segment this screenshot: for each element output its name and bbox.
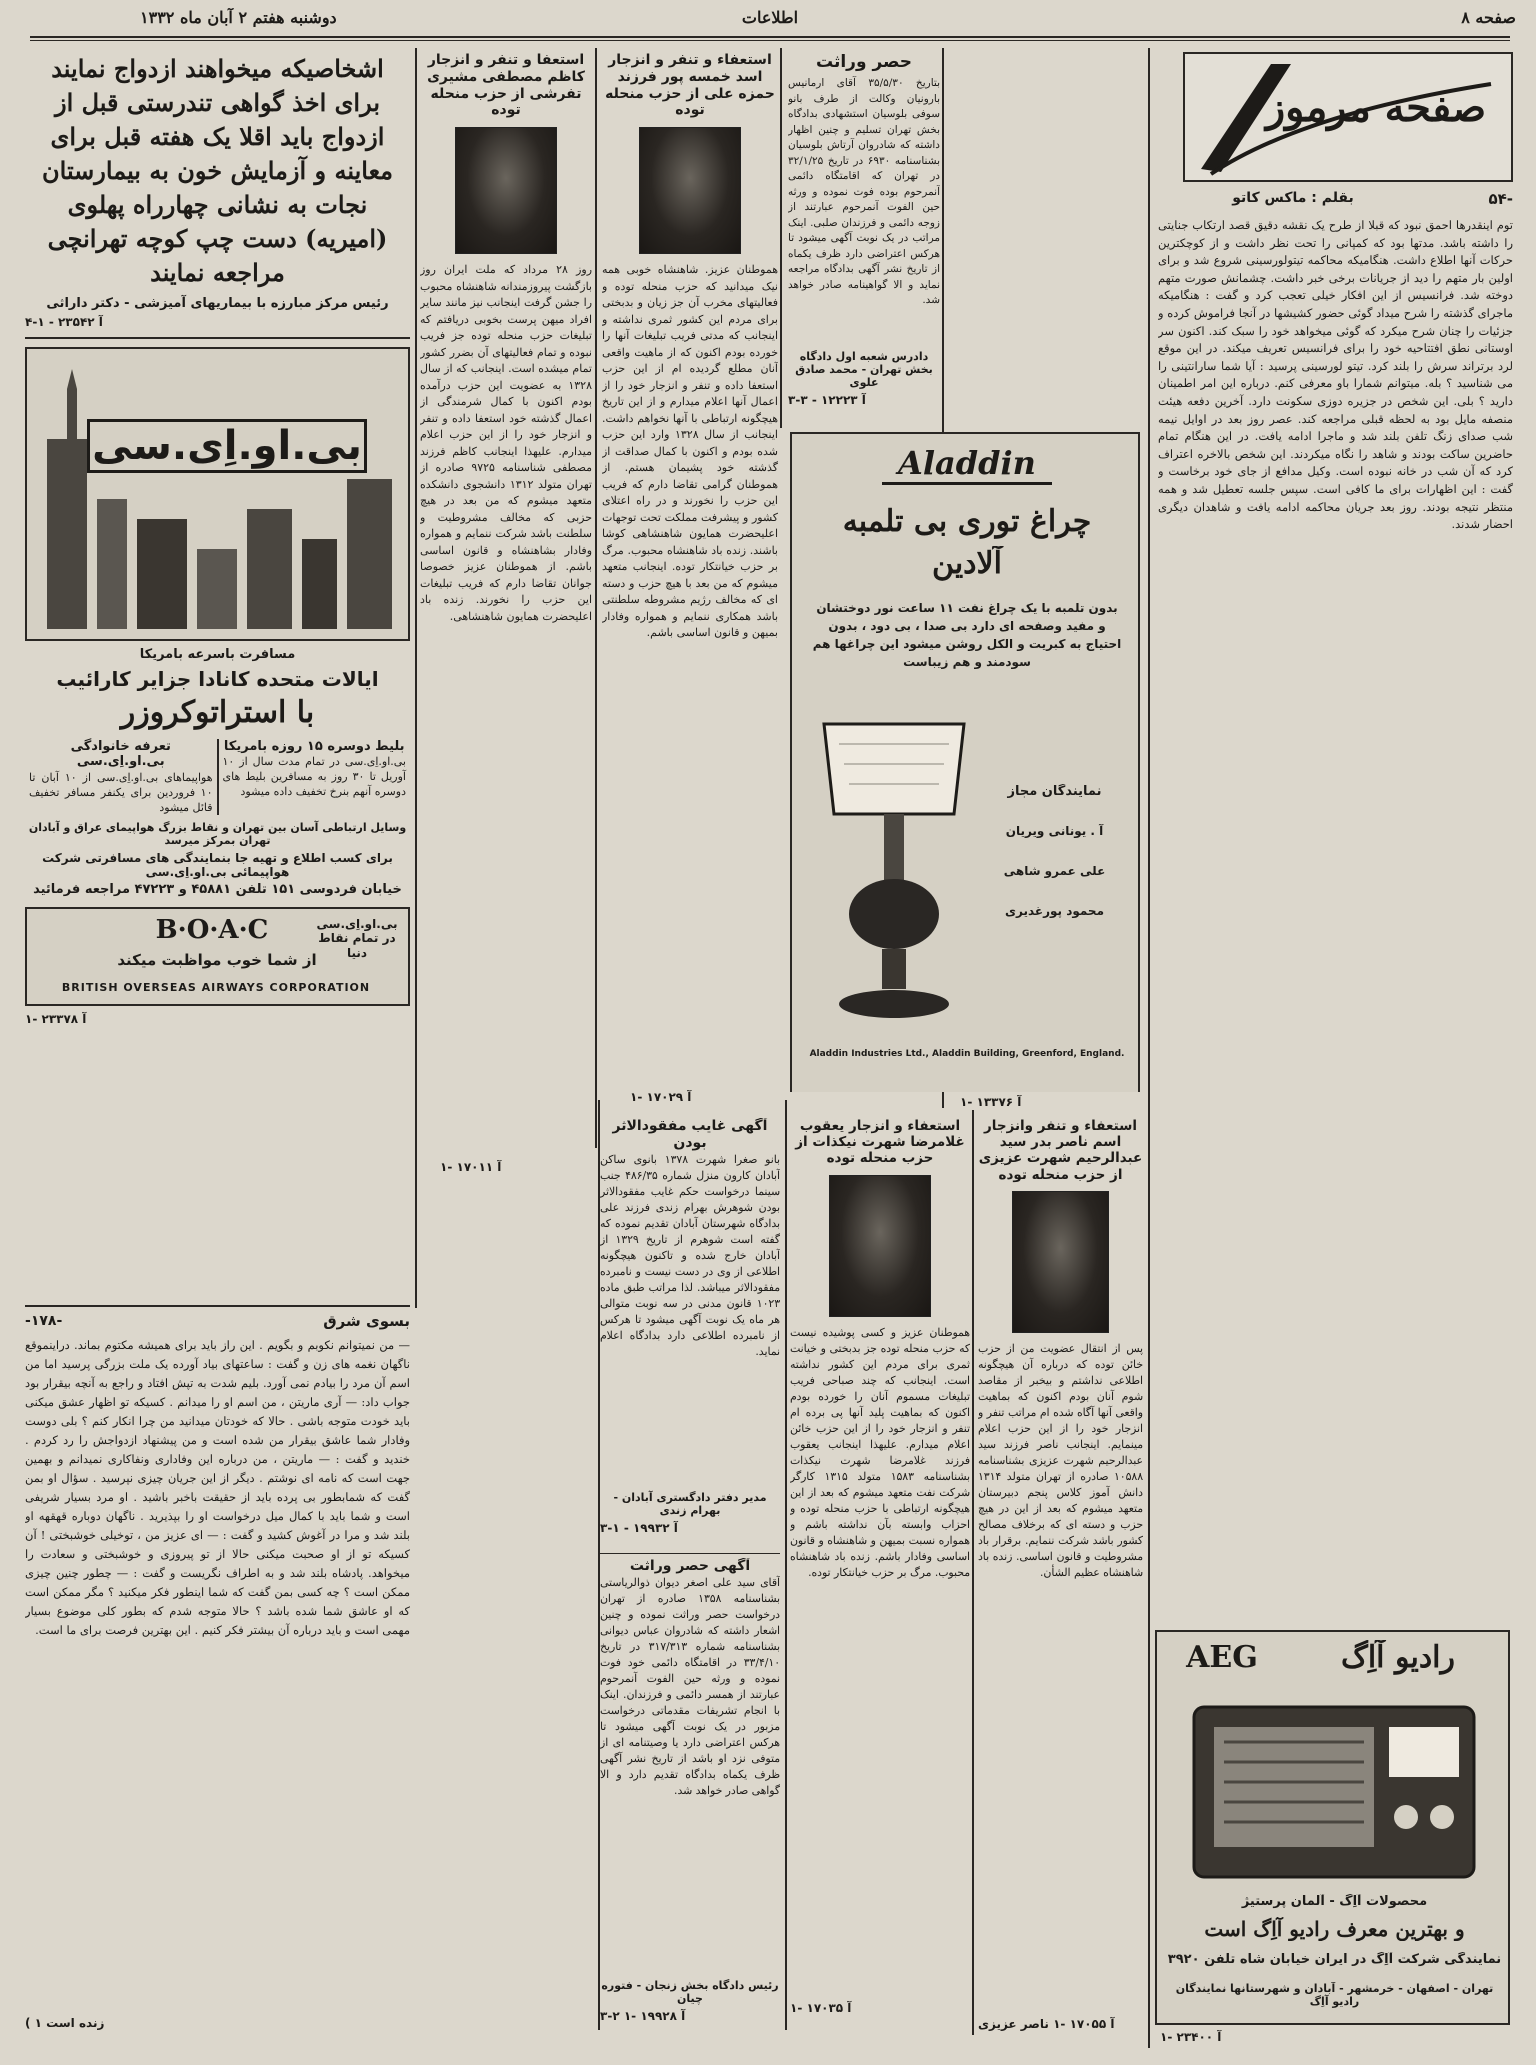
story-body: — من نمیتوانم نکوبم و بگویم . این راز باید برای همیشه مکتوم بماند. دراینموقع ناگهان نغمه های زن و گفت : ساعتهای بیاد آورده یک ملت بزرگی پرسید اما من اسم آن مرد را بیادم نمی آورد. بلیم شدت به تپش افتاد و راجع به آنچه بیقرار بود جواب داد: — آری ماریتن ، من اسم او را میدانم . کسیکه تو اظهار عشق میکنی باید خودت متوجه باشی . حالا که خودتان میدانید من چرا انکار کنم ؟ بلی دوست وفادار شما عاشق بیقرار من شده است و من پیشنهاد ازدواجش را رد کردم . خندید و گفت : — ماریتن ، من درباره این وفاداری ونفاکاری نمیدانم و بهمین جهت است که نامه ای نوشتم . دیگر از این جریان چیزی نپرسید . سؤال او بمن گفت که شمابطور بی پرده باید از حقیقت باخبر باشید . او مرد بسیار شریفی است و شما باید با کمال میل درخواست او را بپذیرید . ناگهان دوباره قهقهه او بلند شد و مرا در آغوش کشید و گفت : — ای عزیز من ، توخیلی خوشبختی ! آن کسیکه تو از او صحبت میکنی حالا از تو پیروزی و خوشبختی و سعادت را میخواهد. پادشاه بلند شد و به اطراف نگریست و گفت : — چطور چنین چیزی ممکن است ؟ چه کسی بمن گفت که شما اینطور فکر میکنید ؟ مگر ممکن است که او عاشق شما شده باشد ؟ حالا متوجه شدم که بطور کلی موضوع بسیار مهمی است و باید درباره آن بیشتر فکر کنیم . این بهترین فرصت برای ما است. (25, 1338, 410, 1637)
serial-episode: -۵۴ (1488, 190, 1513, 208)
resignation-notice-4 (978, 1118, 1143, 2033)
aladdin-ad (790, 432, 1140, 1092)
aladdin-title2: آلادین (932, 546, 1002, 581)
radio-icon (1184, 1687, 1484, 1887)
resignation-3-body: هموطنان عزیز و کسی پوشیده نیست که حزب منحله توده جز بدبختی و خیانت ثمری برای مردم این کشور نداشته است. اینجانب که چند صباحی فریب تبلیغات مسموم آنان را خورده بودم اکنون که بماهیت پلید آنها پی برده ام تنفر و انزجار خود را از این حزب خائن اعلام میدارم. علیهذا اینجانب یعقوب فرزند غلامرضا شهرت نیکذات بشناسنامه ۱۵۸۳ متولد ۱۳۱۵ کارگر شرکت نفت متعهد میشوم که بعد از این هیچگونه ارتباطی با حزب منحله توده و احزاب وابسته بآن نداشته باشم و همواره نسبت بمیهن و شاهنشاه و قانون اساسی وفادار باشم. زنده باد شاهنشاه محبوب. مرگ بر حزب خیانتکار توده. (790, 1325, 970, 1579)
resignation-2-photo (455, 127, 557, 254)
column-rule (785, 1100, 787, 2030)
resignation-4-photo (1012, 1191, 1109, 1333)
boac-route: وسایل ارتباطی آسان بین تهران و نقاط بزرگ هواپیمای عراق و آبادان تهران بمرکز میرسد (28, 820, 407, 847)
story-end: زنده است ۱ ) (25, 2016, 105, 2030)
notice2-ref: آ ۱۹۹۲۸ -۱ ۲-۳ (600, 2008, 686, 2023)
notice-ref: آ ۱۲۲۲۳ - ۳-۳ (788, 393, 866, 408)
boac-travel: مسافرت باسرعه بامریکا (139, 647, 296, 662)
serial-logo: صفحه مرموز (1265, 84, 1487, 131)
aladdin-ref: آ ۱۳۳۷۶ -۱ (960, 1095, 1022, 1109)
aeg-line4: تهران - اصفهان - خرمشهر - آبادان و شهرستانها نمایندگان رادیو آاِگ (1175, 1982, 1494, 2009)
left-divider (25, 337, 410, 339)
inheritance-notice (788, 52, 940, 424)
aeg-radio-ad (1155, 1630, 1510, 2025)
aladdin-title1: چراغ توری بی تلمبه (842, 504, 1092, 539)
skyline-art (27, 349, 410, 639)
resignation-notice-3 (790, 1118, 970, 2033)
aeg-line2: و بهترین معرف رادیو آاِگ است (1204, 1917, 1465, 1941)
tariff-head: تعرفه خانوادگی بی.او.اِی.سی (70, 738, 171, 770)
resignation-1-ref: آ ۱۷۰۲۹ -۱ (630, 1090, 692, 1104)
resignation-4-body: پس از انتقال عضویت من از حزب خائن توده که درباره آن هیچگونه اطلاعی نداشتم و بیخبر از مقاصد شوم آنان بودم اکنون که بماهیت واقعی آنها آگاه شده ام مراتب تنفر و انزجار خود را از این حزب اعلام مینمایم. اینجانب ناصر فرزند سید عبدالرحیم شهرت عزیزی بشناسنامه ۱۰۵۸۸ صادره از تهران متولد ۱۳۱۴ دانش آموز کلاس پنجم دبیرستان متعهد میشوم که بعد از این در هیچ حزب و دسته ای که برخلاف مصالح کشور باشد شرکت ننمایم. برقرار باد مشروطیت و قانون اساسی. زنده باد شاهنشاه عظیم الشأن. (978, 1341, 1143, 1579)
column-rule (595, 48, 597, 1148)
boac-world-ad (25, 907, 410, 1006)
missing-sign: مدیر دفتر دادگستری آبادان - بهرام زندی (613, 1490, 767, 1517)
boac-skyline-ad (25, 347, 410, 641)
aeg-brand: AEG (1186, 1640, 1258, 1675)
offer-divider (217, 739, 219, 815)
resignation-notice-2 (420, 52, 592, 1152)
paper-name: اطلاعات (741, 8, 799, 27)
resignation-2-body: روز ۲۸ مرداد که ملت ایران روز بازگشت پیروزمندانه شاهنشاه محبوب را جشن گرفت اینجانب نیز مانند سایر افراد میهن پرست بخوبی دریافتم که تبلیغات حزب منحله توده جز فریب نبوده و تمام فعالیتهای آن بضرر کشور تمام میشده است. اینجانب که از سال ۱۳۲۸ به عضویت این حزب درآمده بودم اکنون با کمال شرمندگی از اعمال گذشته خود استعفا داده و تنفر و انزجار خود را از این حزب اعلام میدارم. علیهذا اینجانب کاظم فرزند مصطفی شناسنامه ۹۷۲۵ صادره از تهران متولد ۱۳۱۲ دانشجوی دانشکده متعهد میشوم که من بعد در هیچ حزبی که مخالف مشروطیت و سلطنت باشد شرکت ننمایم و همواره وفادار بشاهنشاه و قانون اساسی باشم. از هموطنان عزیز خصوصا جوانان تقاضا دارم که فریب تبلیغات این حزب را نخورند. زنده باد اعلیحضرت همایون شاهنشاهی. (420, 263, 592, 623)
aladdin-agent1: آ . یونانی ویریان (1005, 824, 1104, 838)
inheritance-notice-2 (600, 1558, 780, 2033)
aeg-ref: آ ۲۳۴۰۰ -۱ (1160, 2030, 1222, 2044)
serial-logo-box (1183, 52, 1513, 182)
aladdin-agents-head: نمایندگان مجاز (1007, 784, 1102, 799)
left-column (25, 52, 410, 1302)
serial-author: بقلم : ماکس کاتو (1232, 190, 1354, 206)
header-rule (30, 36, 1510, 38)
ticket-head: بلیط دوسره ۱۵ روزه بامریکا (223, 738, 405, 754)
notice2-sign: رئیس دادگاه بخش زنجان - فتوره چیان (601, 1978, 779, 2005)
column-rule (972, 1110, 974, 2035)
resignation-4-heading: استعفاء و تنفر وانزجار اسم ناصر بدر سید عبدالرحیم شهرت عزیزی از حزب منحله توده (978, 1118, 1143, 1183)
aladdin-brand: Aladdin (882, 444, 1052, 485)
aeg-line3: نمایندگی شرکت آاِگ در ایران خیابان شاه تلفن ۳۹۲۰ (1167, 1952, 1502, 1967)
page-number: صفحه ۸ (1461, 8, 1516, 27)
story-heading: بسوی شرق (323, 1312, 410, 1330)
story-episode: -۱۷۸- (25, 1313, 63, 1329)
serial-column (1158, 52, 1513, 1092)
story-section (25, 1312, 410, 2052)
story-rule (25, 1305, 410, 1307)
boac-contact: برای کسب اطلاع و تهیه جا بنمایندگی های مسافرتی شرکت هواپیمائی بی.او.اِی.سی (42, 850, 393, 879)
boac-places: ایالات متحده کانادا جزایر کارائیب (56, 666, 379, 691)
aladdin-footer: Aladdin Industries Ltd., Aladdin Building, Greenford, England. (809, 1049, 1125, 1059)
resignation-3-photo (829, 1175, 931, 1317)
missing-heading: آگهی غایب مفقودالاثر بودن (612, 1118, 768, 1151)
story-header (25, 1312, 410, 1330)
resignation-1-body: هموطنان عزیز. شاهنشاه خوبی همه نیک میدانید که حزب منحله توده و فعالیتهای مخرب آن جز زیان و بدبختی برای مردم این کشور ثمری نداشته و اینجانب که مدتی فریب تبلیغات آنها را خورده بودم اکنون که از ماهیت واقعی آنان مطلع گردیده ام از این حزب استعفا داده و تنفر و انزجار خود را از اعمال آنها اعلام میدارم و از این تاریخ هیچگونه ارتباطی با آنها نخواهم داشت. اینجانب از سال ۱۳۲۸ وارد این حزب شده بودم و اکنون با کمال صداقت از گذشته خود پشیمان هستم. از هموطنان گرامی تقاضا دارم که فریب این حزب را نخورند و در راه اعتلای کشور و پیشرفت مملکت تحت توجهات اعلیحضرت همایون شاهنشاهی کوشا باشند. زنده باد شاهنشاه محبوب. مرگ بر حزب خیانتکار توده. اینجانب متعهد میشوم که من بعد با هیچ حزب و دسته ای که مخالف رژیم مشروطه سلطنتی باشد همکاری ننمایم و همواره وفادار بمیهن و قانون اساسی باشم. (602, 263, 778, 640)
boac-line1: بی.او.اِی.سی در تمام نقاط دنیا (316, 916, 398, 960)
aladdin-frame (790, 432, 1140, 1092)
aeg-line1: محصولات آاِگ - آلمان پرستیژ (1241, 1894, 1428, 1909)
serial-body: توم اینقدرها احمق نبود که قبلا از طرح یک نقشه دقیق قصد ارتکاب جنایتی را داشته باشد. مدتها بود که کمپانی را تحت نظر داشت و از کوچکترین حرکات آنها اطلاع داشت. هنگامیکه محاکمه تیتولورسینی شروع شد و برای اولین بار متهم را دید از جریانات برخی خبر داشت. چشمانش صورت متهم دوخته شد. فرانسیس از این افکار خیلی تعجب کرد و گفت : هنگامیکه ماجرای گذشته را شرح میداد گوئی حضور کشیشها در آنجا فراموش کرده و جزئیات را چنان شرح میکرد که گوئی میخواهد خود را سبک کند. اکنون سر اوستانی نطق افتتاحیه خود را برای فرانسیس تعریف میکند. در این موقع لرد برتراند سرش را بلند کرد. تیتو لورسینی پرسید : آیا شما سارانتینی را می شناسید ؟ بله. میتوانم شمارا باو معرفی کنم. درباره این امر اطمینان دارید ؟ بلی. این شخص در جزیره دوزی سکونت دارد. آخرین دفعه هیئت منصفه مایل بود به لحظه قبلی مراجعه کند. عصر روز بعد در اوایل نیمه شب صدای زنگ تلفن بلند شد و ماجرا ادامه یافت. در این هنگام تمام حاضرین ساکت بودند و شاهد را نگاه میکردند. این شخص بالاخره اعتراف کرد که آن شب در خانه نبوده است. وکیل مدافع از جای خود برخاست و گفت : این اظهارات برای ما کافی است. سپس جلسه تعطیل شد و همه منتظر نتیجه بودند. روز بعد جریان محاکمه ادامه یافت و شاهدان دیگری احضار شدند. (1158, 218, 1513, 532)
lamp-icon (804, 704, 984, 1044)
aladdin-agent2: علی عمرو شاهی (1003, 864, 1106, 878)
notice-heading: حصر وراثت (815, 52, 913, 72)
marriage-notice-sign: رئیس مرکز مبارزه با بیماریهای آمیزشی - دکتر داراثی (46, 296, 389, 311)
boac-address: خیابان فردوسی ۱۵۱ تلفن ۴۵۸۸۱ و ۴۷۲۲۳ مراجعه فرمائید (33, 881, 402, 897)
resignation-2-ref: آ ۱۷۰۱۱ -۱ (440, 1160, 502, 1174)
resignation-4-ref: آ ۱۷۰۵۵ -۱ ناصر عزیزی (978, 2016, 1115, 2031)
missing-rule (600, 1553, 780, 1554)
boac-stratocruiser: با استراتوکروزر (120, 694, 315, 730)
resignation-notice-1 (602, 52, 778, 1092)
aladdin-agent3: محمود پورغدیری (1004, 904, 1105, 918)
aeg-title: رادیو آاِگ (1341, 1640, 1455, 1675)
header-rule-thin (30, 40, 1510, 41)
resignation-1-heading: استعفاء و تنفر و انزجار اسد خمسه پور فرزند حمزه علی از حزب منحله توده (605, 52, 775, 119)
boac-corp: BRITISH OVERSEAS AIRWAYS CORPORATION (61, 980, 371, 994)
resignation-1-photo (639, 127, 741, 254)
aladdin-desc: بدون تلمبه با یک چراغ نفت ۱۱ ساعت نور دوختشان و مفید وصفحه ای دارد بی صدا ، بی دود ، بدون احتیاج به کبریت و الکل روشن میشود این چراغها هم سودمند و هم زیباست (812, 601, 1122, 669)
missing-notice (600, 1118, 780, 1548)
missing-body: بانو صغرا شهرت ۱۳۷۸ بانوی ساکن آبادان کارون منزل شماره ۴۸۶/۳۵ جنب سینما درخواست حکم غایب مفقودالاثر بودن شوهرش بهرام زندی فرزند علی بدادگاه شهرستان آبادان تقدیم نموده که گفته است شوهرم از تاریخ ۱۳۲۹ از آبادان خارج شده و تاکنون هیچگونه اطلاعی از وی در دست نیست و نامبرده مفقودالاثر میباشد. لذا مراتب طبق ماده ۱۰۲۳ قانون مدنی در سه نوبت متوالی هر ماه یک نوبت آگهی میشود تا هرکس از نامبرده اطلاعی دارد بدادگاه اعلام نماید. (600, 1152, 780, 1358)
notice2-heading: آگهی حصر وراثت (629, 1558, 751, 1574)
boac-logo: بی.او.اِی.سی (87, 419, 367, 473)
ticket-body: بی.او.اِی.سی در تمام مدت سال از ۱۰ آوریل تا ۳۰ روز به مسافرین بلیط های دوسره آنهم بنرخ تخفیف داده میشود (222, 755, 406, 799)
boac-ticket-offer (219, 739, 411, 815)
missing-ref: آ ۱۹۹۳۲ - ۱-۳ (600, 1520, 678, 1535)
notice-sign: دادرس شعبه اول دادگاه بخش تهران - محمد صادق علوی (795, 350, 933, 390)
resignation-2-heading: استعفا و تنفر و انزجار کاظم مصطفی مشیری تفرشی از حزب منحله توده (427, 52, 585, 119)
tariff-body: هواپیماهای بی.او.اِی.سی از ۱۰ آبان تا ۱۰ فروردین برای یکنفر مسافر تخفیف قائل میشود (29, 770, 213, 814)
column-rule (780, 48, 782, 428)
notice2-body: آقای سید علی اصغر دیوان ذوالریاستی بشناسنامه ۱۳۵۸ صادره از تهران درخواست حصر وراثت نموده و چنین اشعار داشته که شادروان عباس دیوانی بشناسنامه شماره ۳۱۷/۳۱۳ در تاریخ ۳۳/۴/۱۰ در اقامتگاه دائمی خود فوت نموده و ورثه حین الفوت آنمرحوم عبارتند از همسر دائمی و فرزندان. اینک با انجام تشریفات مقدماتی درخواست مزبور در یک نوبت آگهی میشود تا هرکس اعتراضی دارد یا وصیتنامه ای از متوفی نزد او باشد از تاریخ نشر آگهی ظرف یکماه بدادگاه تقدیم دارد و الا گواهی صادر خواهد شد. (600, 1575, 780, 1797)
boac-line2: از شما خوب مواظبت میکند (117, 950, 317, 969)
column-rule (415, 48, 417, 1308)
issue-date: دوشنبه هفتم ۲ آبان ماه ۱۳۳۲ (140, 8, 337, 27)
column-rule (1148, 48, 1150, 2048)
boac-tariff-offer (25, 739, 217, 815)
boac-offers (25, 739, 410, 815)
marriage-notice-ref: آ ۲۳۵۴۲ - ۱-۴ (25, 315, 103, 329)
marriage-notice: اشخاصیکه میخواهند ازدواج نمایند برای اخذ گواهی تندرستی قبل از ازدواج باید اقلا یک هفته قبل برای معاینه و آزمایش خون به بیمارستان نجات به نشانی چهارراه پهلوی (امیریه) دست چپ کوچه تهرانچی مراجعه نمایند (42, 54, 393, 287)
boac-brand: B·O·A·C (155, 914, 269, 945)
resignation-3-ref: آ ۱۷۰۳۵ -۱ (790, 2000, 852, 2015)
notice-body: بتاریخ ۳۵/۵/۳۰ آقای ارمانیس بارونیان وکالت از طرف بانو سوفی بلوسیان استشهادی بدادگاه بخش تهران تسلیم و چنین اظهار داشته که شادروان آرتاش بلوسیان بشناسنامه ۶۹۳۰ در تاریخ ۳۲/۱/۲۵ در تهران که اقامتگاه دائمی آنمرحوم بوده فوت نموده و ورثه حین الفوت آنمرحوم عبارتند از زوجه دائمی و فرزندان صلبی. اینک مراتب در یک نوبت آگهی میشود تا هرکس اعتراضی دارد ظرف یکماه از تاریخ نشر آگهی بدادگاه مراجعه نماید و الا گواهینامه صادر خواهد شد. (788, 77, 940, 307)
resignation-3-heading: استعفاء و انزجار یعقوب غلامرضا شهرت نیکذات از حزب منحله توده (795, 1118, 965, 1167)
boac-ref: آ ۲۳۳۷۸ -۱ (25, 1011, 87, 1026)
